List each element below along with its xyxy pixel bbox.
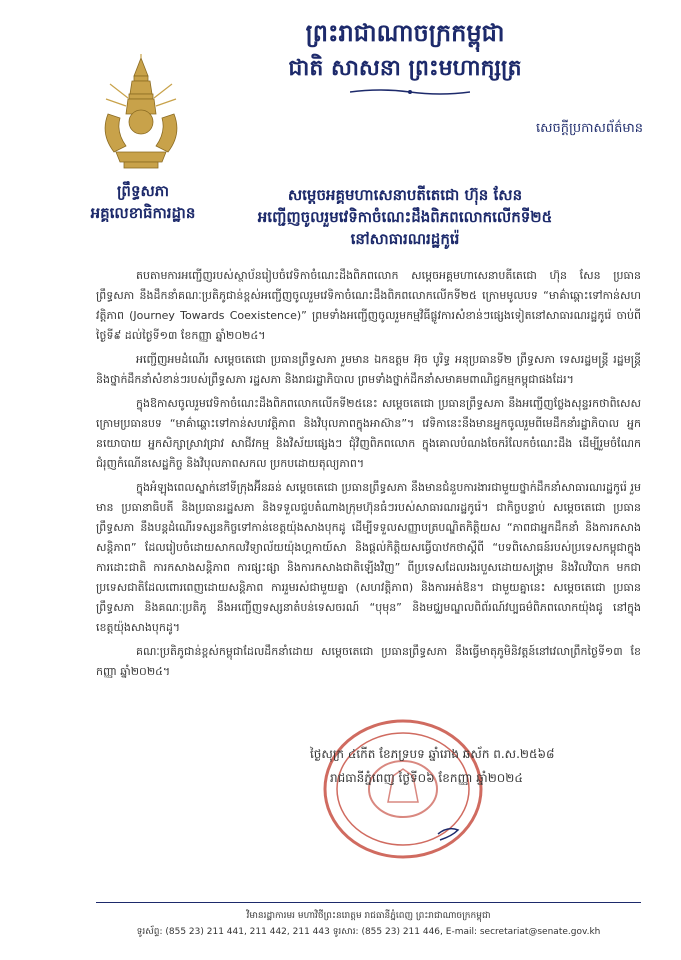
headline-line-3: នៅសាធារណរដ្ឋកូរ៉េ xyxy=(350,230,460,248)
official-seal-stamp-icon xyxy=(318,714,488,864)
footer-divider xyxy=(96,902,641,903)
paragraph-4: ក្នុងអំឡុងពេលស្នាក់នៅទីក្រុងអ៊ីនឆន់ សម្តេចតេជោ ប្រធានព្រឹទ្ធសភា នឹងមានជំនួបការងារជាមួយថ្នាក់ដឹកនាំសាធារណរដ្ឋកូរ៉េ រួមមាន ប្រធានាធិបតី និងប្រធានរដ្ឋសភា និងទទួលជួបតំណាងក្រុមហ៊ុនធំៗរបស់សាធារណរដ្ឋកូរ៉េ។ ជាកិច្ចបន្ទាប់ សម្តេចតេជោ ប្រធានព្រឹទ្ធសភា នឹងបន្តដំណើរទស្សនកិច្ចទៅកាន់ខេត្តយ៉ុងសាងបុកដូ ដើម្បីទទួលសញ្ញាបត្របណ្ឌិតកិត្តិយស “ភាពជាអ្នកដឹកនាំ និងការកសាងសន្តិភាព” ដែលរៀបចំដោយសាកលវិទ្យាល័យយ៉ុងហ្គកាយ៍សា និងផ្តល់កិត្តិយសធ្វើបាឋកថាស្តីពី “បទពិសោធន៍របស់ប្រទេសកម្ពុជាក្នុងការដោះជាតិ ការកសាងសន្តិភាព ការផ្សះផ្សា និងការកសាងជាតិឡើងវិញ” ពីប្រទេសដែលរងរបួសដោយសង្គ្រាម និងវិលវិបាក មកជាប្រទេសជាតិដែលពោរពេញដោយសន្តិភាព ការរួមរស់ជាមួយគ្នា (សហវត្តិភាព) និងការអត់ឱន។ ជាមួយគ្នានេះ សម្តេចតេជោ ប្រធានព្រឹទ្ធសភា និងគណៈប្រតិភូ នឹងអញ្ជើញទស្សនាតំបន់ទេសចរណ៍ “បុមុន” និងមជ្ឈមណ្ឌលពិព័រណ៍វប្បធម៌ពិភពលោកយ៉ុងជូ នៅក្នុងខេត្តយ៉ុងសាងបុកដូ។ xyxy=(96,481,641,634)
body-text xyxy=(96,266,641,686)
document-type: សេចក្តីប្រកាសព័ត៌មាន xyxy=(535,121,643,136)
senate-emblem-icon xyxy=(96,54,186,174)
ornament-divider-icon xyxy=(350,88,470,96)
paragraph-5: គណៈប្រតិភូជាន់ខ្ពស់កម្ពុជាដែលដឹកនាំដោយ សម្តេចតេជោ ប្រធានព្រឹទ្ធសភា នឹងធ្វើមាតុភូមិនិវត្តន៍នៅវេលាព្រឹកថ្ងៃទី១៣ ខែកញ្ញា ឆ្នាំ២០២៤។ xyxy=(96,645,641,678)
motto: ជាតិ សាសនា ព្រះមហាក្សត្រ xyxy=(288,56,522,81)
headline-line-2: អញ្ជើញចូលរួមវេទិកាចំណេះដឹងពិភពលោកលើកទី២៥ xyxy=(257,208,553,226)
paragraph-1: តបតាមការអញ្ជើញរបស់ស្ថាប័នរៀបចំវេទិកាចំណេះដឹងពិភពលោក សម្តេចអគ្គមហាសេនាបតីតេជោ ហ៊ុន សែន ប្រធានព្រឹទ្ធសភា នឹងដឹកនាំគណៈប្រតិភូជាន់ខ្ពស់អញ្ជើញចូលរួមវេទិកាចំណេះដឹងពិភពលោកលើកទី២៥ ក្រោមមូលបទ “មាគ៌ាឆ្ពោះទៅកាន់សហវត្តិភាព (Journey Towards Coexistence)” ព្រមទាំងអញ្ជើញចូលរួមកម្មវិធីផ្លូវការសំខាន់ៗផ្សេងទៀតនៅសាធារណរដ្ឋកូរ៉េ ចាប់ពីថ្ងៃទី៩ ដល់ថ្ងៃទី១៣ ខែកញ្ញា ឆ្នាំ២០២៤។ xyxy=(96,269,641,342)
paragraph-2: អញ្ជើញអមដំណើរ សម្តេចតេជោ ប្រធានព្រឹទ្ធសភា រួមមាន ឯកឧត្តម អ៊ុច បូរិទ្ធ អនុប្រធានទី២ ព្រឹទ្ធសភា ទេសរដ្ឋមន្ត្រី រដ្ឋមន្ត្រី និងថ្នាក់ដឹកនាំសំខាន់ៗរបស់ព្រឹទ្ធសភា រដ្ឋសភា និងរាជរដ្ឋាភិបាល ព្រមទាំងថ្នាក់ដឹកនាំសមាគមពាណិជ្ជកម្មកម្ពុជាផងដែរ។ xyxy=(96,353,641,386)
footer-contact: ទូរស័ព្ទ: (855 23) 211 441, 211 442, 211 443 ទូរសារ: (855 23) 211 446, E-mail: secretariat@senate.gov.kh xyxy=(136,927,601,937)
organization-department: អគ្គលេខាធិការដ្ឋាន xyxy=(90,204,196,222)
kingdom-title: ព្រះរាជាណាចក្រកម្ពុជា xyxy=(305,19,505,47)
organization-name: ព្រឹទ្ធសភា xyxy=(116,182,170,200)
signature-place-date: រាជធានីភ្នំពេញ ថ្ងៃទី០៦ ខែកញ្ញា ឆ្នាំ២០២៤ xyxy=(330,771,523,785)
signature-lunar-date: ថ្ងៃសុក្រ ៤កើត ខែភទ្របទ ឆ្នាំរោង ឆស័ក ព.ស.២៥៦៨ xyxy=(310,747,555,761)
footer-address: វិមានរដ្ឋាការមរ មហាវិថីព្រះនរោត្តម រាជធានីភ្នំពេញ ព្រះរាជាណាចក្រកម្ពុជា xyxy=(246,911,491,921)
headline-line-1: សម្តេចអគ្គមហាសេនាបតីតេជោ ហ៊ុន សែន xyxy=(287,186,523,204)
paragraph-3: ក្នុងឱកាសចូលរួមវេទិកាចំណេះដឹងពិភពលោកលើកទី២៥នេះ សម្តេចតេជោ ប្រធានព្រឹទ្ធសភា នឹងអញ្ជើញថ្លែងសុន្ទរកថាពិសេស ក្រោមប្រធានបទ “មាគ៌ាឆ្ពោះទៅកាន់សហវត្តិភាព និងវិបុលភាពក្នុងអាស៊ាន”។ វេទិកានេះនឹងមានអ្នកចូលរួមពីមេដឹកនាំរដ្ឋាភិបាល អ្នកនយោបាយ អ្នកសិក្សាស្រាវជ្រាវ សាជីវកម្ម និងវិស័យផ្សេងៗ ជុំវិញពិភពលោក ក្នុងគោលបំណងចែករំលែកចំណេះដឹង ដើម្បីរួមចំណែកជំរុញកំណើនសេដ្ឋកិច្ច និងវិបុលភាពសកល ប្រកបដោយតុល្យភាព។ xyxy=(96,397,641,470)
